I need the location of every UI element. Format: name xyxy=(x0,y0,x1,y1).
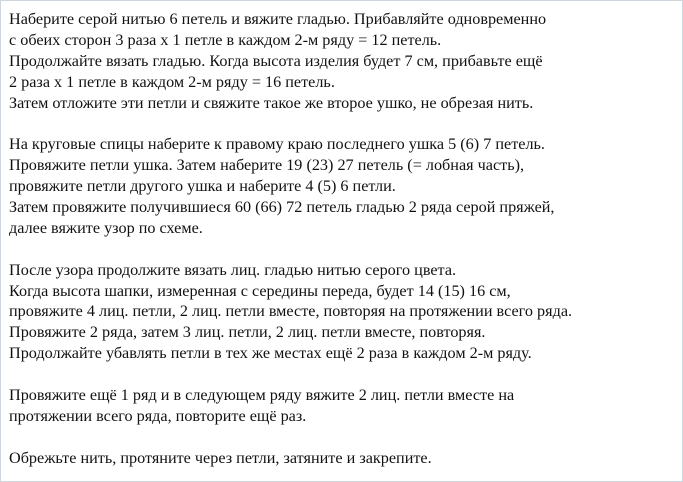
paragraph-spacer xyxy=(9,113,679,134)
text-line: далее вяжите узор по схеме. xyxy=(9,218,203,237)
text-line: Провяжите ещё 1 ряд и в следующем ряду вяжите 2 лиц. петли вместе на xyxy=(9,386,515,405)
instructions-text xyxy=(9,9,679,469)
text-line: Затем провяжите получившиеся 60 (66) 72 петель гладью 2 ряда серой пряжей, xyxy=(9,198,555,217)
text-line: Обрежьте нить, протяните через петли, затяните и закрепите. xyxy=(9,448,432,467)
text-line: После узора продолжите вязать лиц. гладью нитью серого цвета. xyxy=(9,260,457,279)
text-line: Провяжите 2 ряда, затем 3 лиц. петли, 2 лиц. петли вместе, повторяя. xyxy=(9,323,486,342)
text-line: с обеих сторон 3 раза х 1 петле в каждом 2-м ряду = 12 петель. xyxy=(9,30,442,49)
paragraph-spacer xyxy=(9,364,679,385)
paragraph-final-rows xyxy=(9,385,679,427)
text-line: 2 раза х 1 петле в каждом 2-м ряду = 16 петель. xyxy=(9,72,335,91)
text-line: Когда высота шапки, измеренная с середины переда, будет 14 (15) 16 см, xyxy=(9,281,511,300)
text-line: провяжите 4 лиц. петли, 2 лиц. петли вместе, повторяя на протяжении всего ряда. xyxy=(9,302,573,321)
paragraph-spacer xyxy=(9,239,679,260)
paragraph-decreases xyxy=(9,260,679,364)
text-line: Продолжайте убавлять петли в тех же местах ещё 2 раза в каждом 2-м ряду. xyxy=(9,344,532,363)
text-line: Продолжайте вязать гладью. Когда высота изделия будет 7 см, прибавьте ещё xyxy=(9,51,543,70)
paragraph-join-rounds xyxy=(9,134,679,238)
text-line: протяжении всего ряда, повторите ещё раз. xyxy=(9,406,307,425)
paragraph-cast-on-ear xyxy=(9,9,679,113)
paragraph-finish xyxy=(9,448,679,469)
text-line: Затем отложите эти петли и свяжите такое же второе ушко, не обрезая нить. xyxy=(9,93,534,112)
text-line: На круговые спицы наберите к правому краю последнего ушка 5 (6) 7 петель. xyxy=(9,135,545,154)
text-line: провяжите петли другого ушка и наберите 4 (5) 6 петли. xyxy=(9,177,396,196)
paragraph-spacer xyxy=(9,427,679,448)
text-line: Провяжите петли ушка. Затем наберите 19 (23) 27 петель (= лобная часть), xyxy=(9,156,525,175)
text-line: Наберите серой нитью 6 петель и вяжите гладью. Прибавляйте одновременно xyxy=(9,10,547,28)
